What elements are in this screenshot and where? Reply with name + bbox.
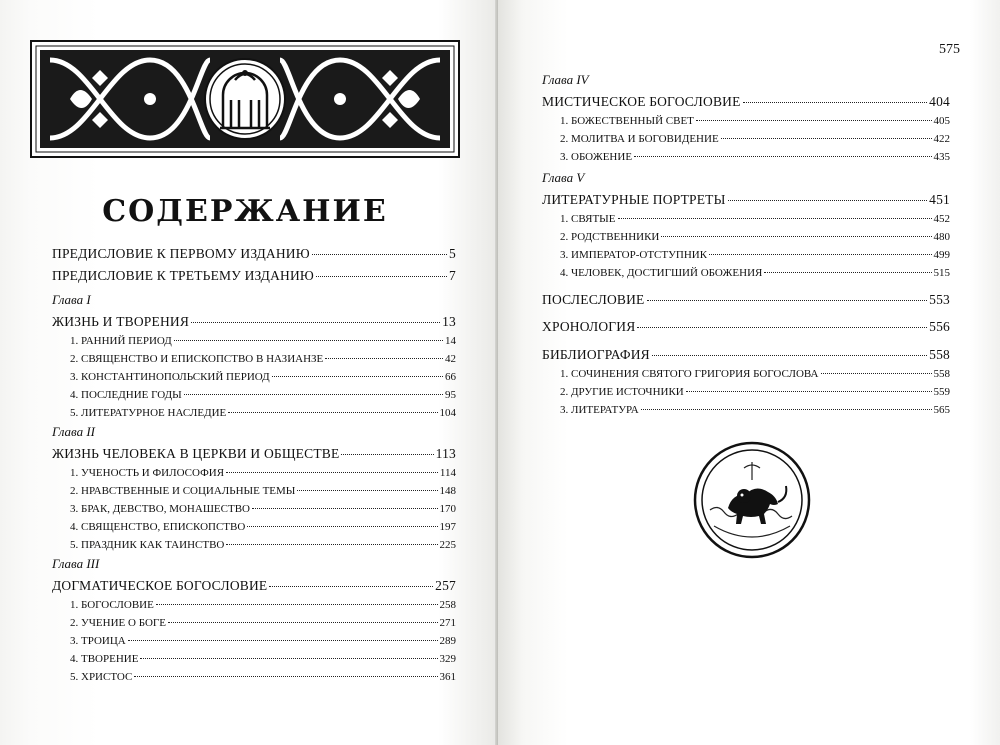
toc-entry-chapter-5[interactable]: ЛИТЕРАТУРНЫЕ ПОРТРЕТЫ 451 <box>542 192 950 207</box>
toc-subentry[interactable]: 1. УЧЕНОСТЬ И ФИЛОСОФИЯ 114 <box>70 467 456 479</box>
toc-subentry[interactable]: 2. МОЛИТВА И БОГОВИДЕНИЕ 422 <box>560 133 950 145</box>
ornamental-headpiece <box>30 40 460 158</box>
toc-entry-preface-third[interactable]: ПРЕДИСЛОВИЕ К ТРЕТЬЕМУ ИЗДАНИЮ 7 <box>52 268 456 283</box>
toc-subentry[interactable]: 3. ТРОИЦА 289 <box>70 635 456 647</box>
toc-subentry[interactable]: 3. ОБОЖЕНИЕ 435 <box>560 151 950 163</box>
toc-subentry[interactable]: 3. КОНСТАНТИНОПОЛЬСКИЙ ПЕРИОД 66 <box>70 371 456 383</box>
toc-subentry[interactable]: 3. ИМПЕРАТОР-ОТСТУПНИК 499 <box>560 249 950 261</box>
toc-subentry[interactable]: 1. БОЖЕСТВЕННЫЙ СВЕТ 405 <box>560 115 950 127</box>
toc-subentry[interactable]: 5. ПРАЗДНИК КАК ТАИНСТВО 225 <box>70 539 456 551</box>
toc-entry-chapter-1[interactable]: ЖИЗНЬ И ТВОРЕНИЯ 13 <box>52 314 456 329</box>
toc-subentry[interactable]: 2. ДРУГИЕ ИСТОЧНИКИ 559 <box>560 386 950 398</box>
toc-entry-afterword[interactable]: ПОСЛЕСЛОВИЕ 553 <box>542 292 950 307</box>
chapter-label: Глава IV <box>542 72 589 87</box>
toc-subentry[interactable]: 2. УЧЕНИЕ О БОГЕ 271 <box>70 617 456 629</box>
toc-subentry[interactable]: 2. НРАВСТВЕННЫЕ И СОЦИАЛЬНЫЕ ТЕМЫ 148 <box>70 485 456 497</box>
toc-subentry[interactable]: 1. РАННИЙ ПЕРИОД 14 <box>70 335 456 347</box>
toc-subentry[interactable]: 4. ТВОРЕНИЕ 329 <box>70 653 456 665</box>
toc-subentry[interactable]: 2. СВЯЩЕНСТВО И ЕПИСКОПСТВО В НАЗИАНЗЕ 42 <box>70 353 456 365</box>
toc-entry-chapter-2[interactable]: ЖИЗНЬ ЧЕЛОВЕКА В ЦЕРКВИ И ОБЩЕСТВЕ 113 <box>52 446 456 461</box>
toc-entry-chapter-3[interactable]: ДОГМАТИЧЕСКОЕ БОГОСЛОВИЕ 257 <box>52 578 456 593</box>
chapter-label: Глава III <box>52 556 100 571</box>
toc-entry-preface-first[interactable]: ПРЕДИСЛОВИЕ К ПЕРВОМУ ИЗДАНИЮ 5 <box>52 246 456 261</box>
toc-subentry[interactable]: 4. ЧЕЛОВЕК, ДОСТИГШИЙ ОБОЖЕНИЯ 515 <box>560 267 950 279</box>
chapter-label: Глава V <box>542 170 585 185</box>
page-number: 575 <box>939 42 960 57</box>
toc-subentry[interactable]: 2. РОДСТВЕННИКИ 480 <box>560 231 950 243</box>
toc-subentry[interactable]: 1. БОГОСЛОВИЕ 258 <box>70 599 456 611</box>
toc-entry-chapter-4[interactable]: МИСТИЧЕСКОЕ БОГОСЛОВИЕ 404 <box>542 94 950 109</box>
toc-subentry[interactable]: 1. СВЯТЫЕ 452 <box>560 213 950 225</box>
toc-subentry[interactable]: 3. БРАК, ДЕВСТВО, МОНАШЕСТВО 170 <box>70 503 456 515</box>
toc-subentry[interactable]: 4. ПОСЛЕДНИЕ ГОДЫ 95 <box>70 389 456 401</box>
right-page <box>498 0 1000 745</box>
publisher-lion-emblem <box>692 440 812 560</box>
toc-subentry[interactable]: 5. ХРИСТОС 361 <box>70 671 456 683</box>
chapter-label: Глава I <box>52 292 91 307</box>
toc-subentry[interactable]: 5. ЛИТЕРАТУРНОЕ НАСЛЕДИЕ 104 <box>70 407 456 419</box>
toc-subentry[interactable]: 1. СОЧИНЕНИЯ СВЯТОГО ГРИГОРИЯ БОГОСЛОВА 558 <box>560 368 950 380</box>
toc-entry-bibliography[interactable]: БИБЛИОГРАФИЯ 558 <box>542 347 950 362</box>
toc-title: СОДЕРЖАНИЕ <box>102 194 388 229</box>
toc-subentry[interactable]: 4. СВЯЩЕНСТВО, ЕПИСКОПСТВО 197 <box>70 521 456 533</box>
left-page <box>0 0 498 745</box>
toc-entry-chronology[interactable]: ХРОНОЛОГИЯ 556 <box>542 319 950 334</box>
chapter-label: Глава II <box>52 424 95 439</box>
toc-subentry[interactable]: 3. ЛИТЕРАТУРА 565 <box>560 404 950 416</box>
